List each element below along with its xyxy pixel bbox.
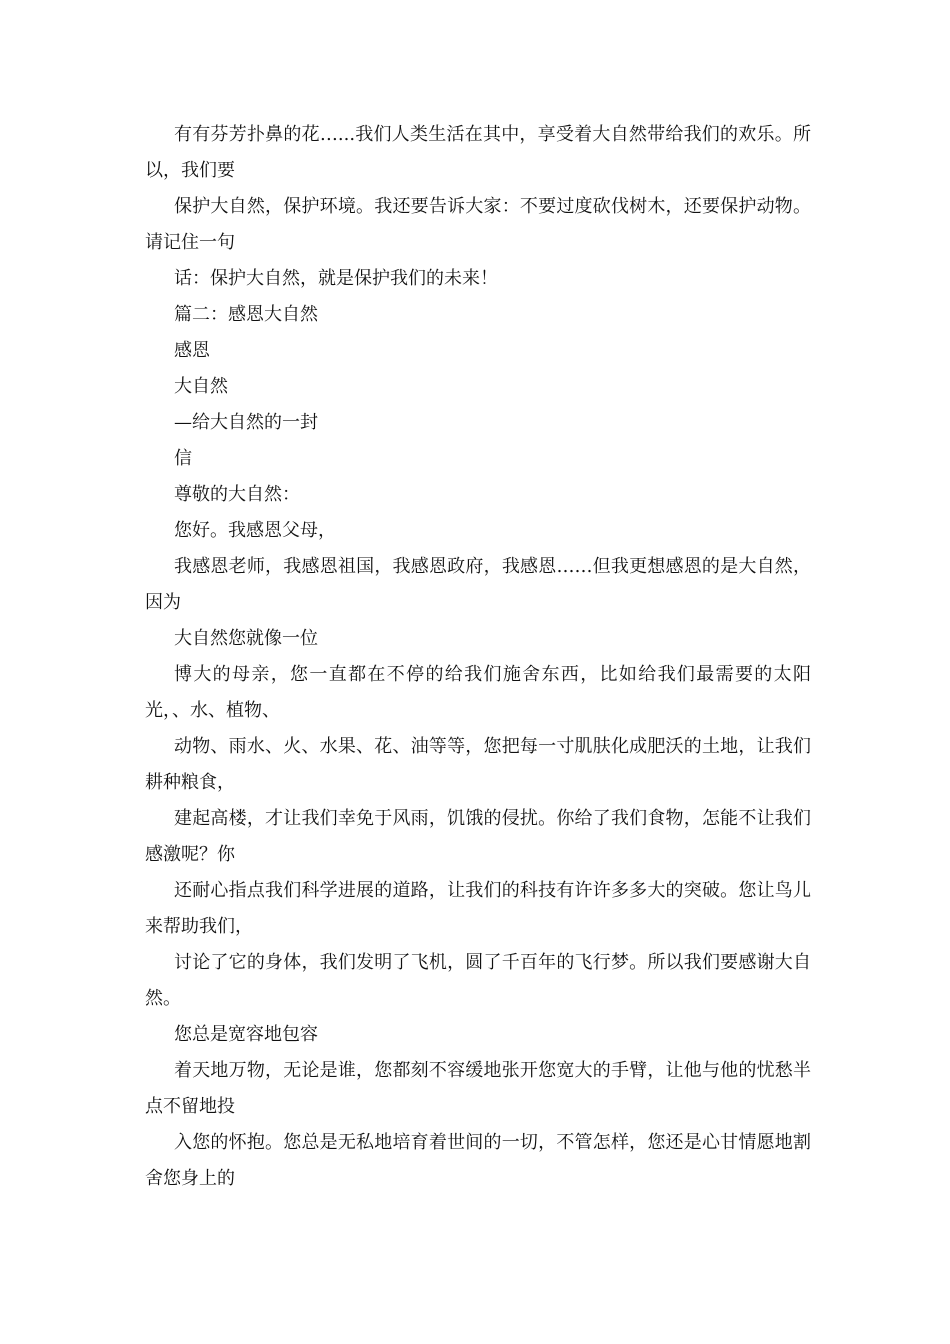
letter-salutation: 尊敬的大自然：: [174, 484, 300, 505]
paragraph: 讨论了它的身体，我们发明了飞机，圆了千百年的飞行梦。所以我们要感谢大自然。: [145, 952, 811, 1009]
paragraph: 大自然: [174, 376, 228, 397]
document-body: [145, 117, 811, 1197]
paragraph: 您好。我感恩父母，: [174, 520, 336, 541]
paragraph: 还耐心指点我们科学进展的道路，让我们的科技有许许多多大的突破。您让鸟儿来帮助我们，: [145, 880, 811, 937]
paragraph: 大自然您就像一位: [174, 628, 318, 649]
paragraph: 感恩: [174, 340, 210, 361]
paragraph: 话：保护大自然，就是保护我们的未来！: [174, 268, 498, 289]
paragraph: 入您的怀抱。您总是无私地培育着世间的一切，不管怎样，您还是心甘情愿地割舍您身上的: [145, 1132, 811, 1189]
paragraph: 建起高楼，才让我们幸免于风雨，饥饿的侵扰。你给了我们食物，怎能不让我们感激呢？你: [145, 808, 811, 865]
paragraph: 我感恩老师，我感恩祖国，我感恩政府，我感恩……但我更想感恩的是大自然，因为: [145, 556, 811, 613]
paragraph: 动物、雨水、火、水果、花、油等等，您把每一寸肌肤化成肥沃的土地，让我们耕种粮食，: [145, 736, 811, 793]
section-heading: 篇二：感恩大自然: [174, 304, 318, 325]
paragraph: 着天地万物，无论是谁，您都刻不容缓地张开您宽大的手臂，让他与他的忧愁半点不留地投: [145, 1060, 811, 1117]
paragraph: 博大的母亲，您一直都在不停的给我们施舍东西，比如给我们最需要的太阳光，、水、植物、: [145, 664, 811, 721]
paragraph: —给大自然的一封: [174, 412, 318, 433]
paragraph: 保护大自然，保护环境。我还要告诉大家：不要过度砍伐树木，还要保护动物。请记住一句: [145, 196, 811, 253]
paragraph: 信: [174, 448, 192, 469]
paragraph: 有有芬芳扑鼻的花…...我们人类生活在其中，享受着大自然带给我们的欢乐。所以，我们要: [145, 124, 811, 181]
paragraph: 您总是宽容地包容: [174, 1024, 318, 1045]
